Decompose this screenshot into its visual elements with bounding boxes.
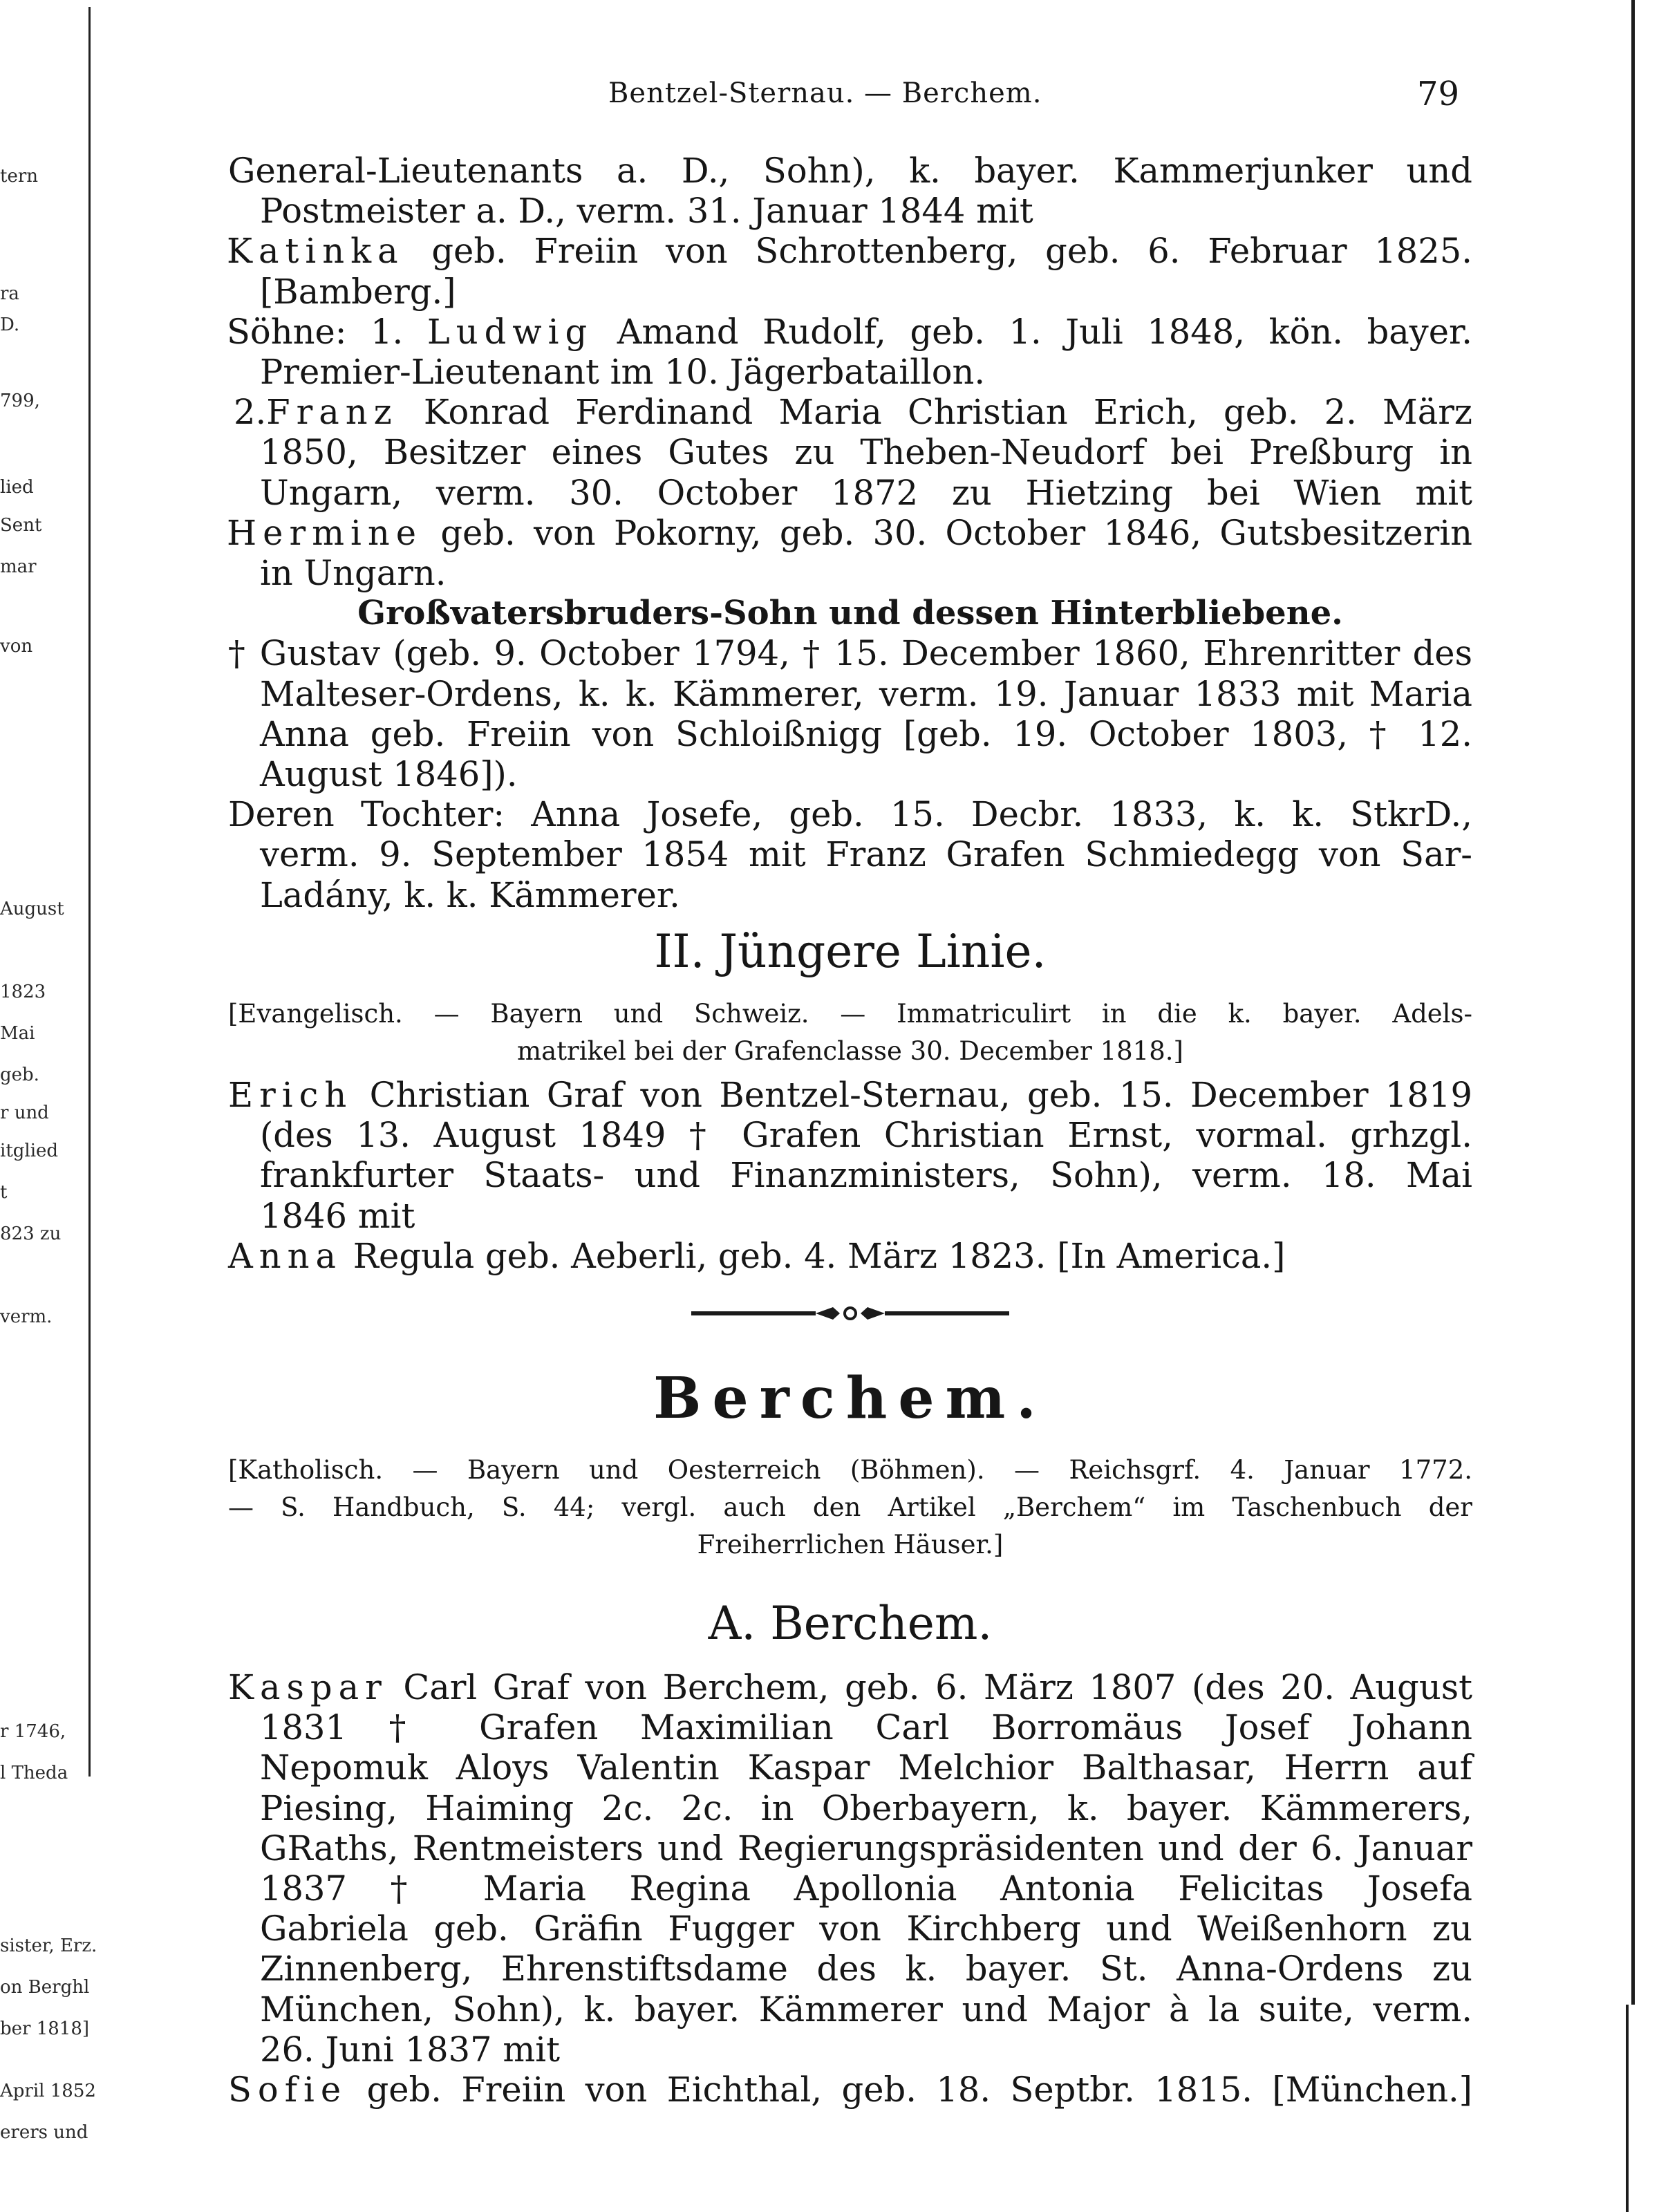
margin-fragment: l Theda [0,1763,68,1783]
previous-page-margin [0,0,97,2212]
text-line: Katinka geb. Freiin von Schrottenberg, geb. 6. Februar 1825. [227,231,1472,272]
text-line: Deren Tochter: Anna Josefe, geb. 15. Decbr. 1833, k. k. StkrD., [228,794,1472,835]
person-name: Katinka [227,231,404,272]
person-name: Franz [266,392,398,433]
page-edge-line [1631,0,1635,2005]
text-line: GRaths, Rentmeisters und Regierungspräsidenten und der 6. Januar [260,1828,1472,1868]
margin-fragment: Mai [0,1023,35,1044]
person-name: Ludwig [427,311,594,352]
text-line: 1850, Besitzer eines Gutes zu Theben-Neudorf bei Preßburg in [260,432,1472,473]
text-line: 1846 mit [260,1195,415,1236]
entry-bentzel-sternau-older-line [228,151,1472,915]
margin-fragment: on Berghl [0,1977,90,1998]
text-line: Premier-Lieutenant im 10. Jägerbataillon. [260,352,986,393]
text-line: Hermine geb. von Pokorny, geb. 30. October 1846, Gutsbesitzerin [227,512,1472,553]
text-line: Ungarn, verm. 30. October 1872 zu Hietzing bei Wien mit [260,472,1472,513]
text-line: † Gustav (geb. 9. October 1794, † 15. December 1860, Ehrenritter des [228,633,1472,674]
text-line: Piesing, Haiming 2c. 2c. in Oberbayern, k. bayer. Kämmerers, [260,1788,1472,1828]
person-name: Sofie [228,2070,348,2110]
person-name: Erich [228,1075,353,1115]
text-line: 1831 † Grafen Maximilian Carl Borromäus Josef Johann [260,1707,1472,1748]
text-line: [Bamberg.] [260,271,456,312]
text-line: Nepomuk Aloys Valentin Kaspar Melchior Balthasar, Herrn auf [260,1747,1472,1788]
note-line: Freiherrlichen Häuser.] [697,1530,1004,1559]
text-line: Malteser-Ordens, k. k. Kämmerer, verm. 19. Januar 1833 mit Maria [260,673,1472,714]
text-line: in Ungarn. [260,553,447,594]
margin-fragment: ber 1818] [0,2018,90,2039]
margin-fragment: mar [0,556,37,577]
page-edge-line [1626,2005,1629,2212]
note-line: [Katholisch. — Bayern und Oesterreich (Böhmen). — Reichsgrf. 4. Januar 1772. [228,1455,1472,1485]
margin-fragment: lied [0,477,34,498]
text-line: General-Lieutenants a. D., Sohn), k. bayer. Kammerjunker und [228,151,1472,191]
margin-fragment: ra [0,283,19,304]
text-line: Gabriela geb. Gräfin Fugger von Kirchberg und Weißenhorn zu [260,1909,1472,1949]
margin-fragment: 823 zu [0,1224,62,1244]
text-line: Sofie geb. Freiin von Eichthal, geb. 18. Septbr. 1815. [München.] [228,2070,1472,2110]
person-name: Anna [228,1235,343,1276]
text-line: Anna Regula geb. Aeberli, geb. 4. März 1823. [In America.] [228,1235,1286,1276]
margin-fragment: Sent [0,515,42,536]
family-note [228,1452,1472,1564]
margin-fragment: r 1746, [0,1721,66,1742]
person-name: Hermine [227,512,423,553]
margin-fragment: D. [0,315,20,335]
margin-fragment: erers und [0,2122,88,2143]
margin-fragment: itglied [0,1141,59,1161]
section-note [228,995,1472,1070]
margin-fragment: sister, Erz. [0,1936,97,1956]
text-line: Söhne: 1. Ludwig Amand Rudolf, geb. 1. Juli 1848, kön. bayer. [227,311,1472,352]
text-line: August 1846]). [260,754,518,795]
text-line: Zinnenberg, Ehrenstiftsdame des k. bayer. St. Anna-Ordens zu [260,1949,1472,1989]
margin-fragment: r und [0,1103,49,1123]
margin-fragment: von [0,636,33,657]
margin-fragment: April 1852 [0,2081,96,2101]
section-heading: II. Jüngere Linie. [654,925,1047,978]
text-line: Postmeister a. D., verm. 31. Januar 1844 mit [260,191,1033,232]
note-line: [Evangelisch. — Bayern und Schweiz. — Immatriculirt in die k. bayer. Adels- [228,999,1472,1029]
person-name: Kaspar [228,1667,388,1707]
text-line: 1837 † Maria Regina Apollonia Antonia Felicitas Josefa [260,1868,1472,1909]
margin-fragment: 799, [0,391,40,411]
running-head: Bentzel-Sternau. — Berchem. [608,77,1042,109]
text-line: 2.Franz Konrad Ferdinand Maria Christian Erich, geb. 2. März [234,392,1472,433]
family-title: Berchem. [653,1365,1047,1432]
page-fold-line [88,7,91,1777]
margin-fragment: verm. [0,1306,53,1327]
margin-fragment: t [0,1182,8,1203]
text-line: (des 13. August 1849 † Grafen Christian Ernst, vormal. grhzgl. [260,1115,1472,1156]
margin-fragment: 1823 [0,982,46,1002]
text-line: frankfurter Staats- und Finanzministers, Sohn), verm. 18. Mai [260,1155,1472,1196]
note-line: — S. Handbuch, S. 44; vergl. auch den Artikel „Berchem“ im Taschenbuch der [228,1492,1472,1522]
text-line: 26. Juni 1837 mit [260,2029,560,2070]
text-line: München, Sohn), k. bayer. Kämmerer und Major à la suite, verm. [260,1989,1472,2030]
note-line: matrikel bei der Grafenclasse 30. December 1818.] [517,1036,1183,1066]
text-line: Anna geb. Freiin von Schloißnigg [geb. 19. October 1803, † 12. [260,713,1472,754]
margin-fragment: August [0,899,64,919]
margin-fragment: tern [0,166,39,187]
entry-berchem [228,1667,1472,2110]
page-number: 79 [1417,75,1460,113]
margin-fragment: geb. [0,1065,39,1085]
subheading: Großvatersbruders-Sohn und dessen Hinterbliebene. [357,594,1343,633]
section-heading: A. Berchem. [708,1597,993,1650]
text-line: Ladány, k. k. Kämmerer. [260,874,680,915]
text-line: verm. 9. September 1854 mit Franz Grafen Schmiedegg von Sar- [260,834,1472,875]
ornament-rule [691,1303,1009,1324]
text-line: Kaspar Carl Graf von Berchem, geb. 6. März 1807 (des 20. August [228,1667,1472,1707]
entry-bentzel-sternau-younger-line [228,1075,1472,1276]
text-line: Erich Christian Graf von Bentzel-Sternau, geb. 15. December 1819 [228,1075,1472,1115]
